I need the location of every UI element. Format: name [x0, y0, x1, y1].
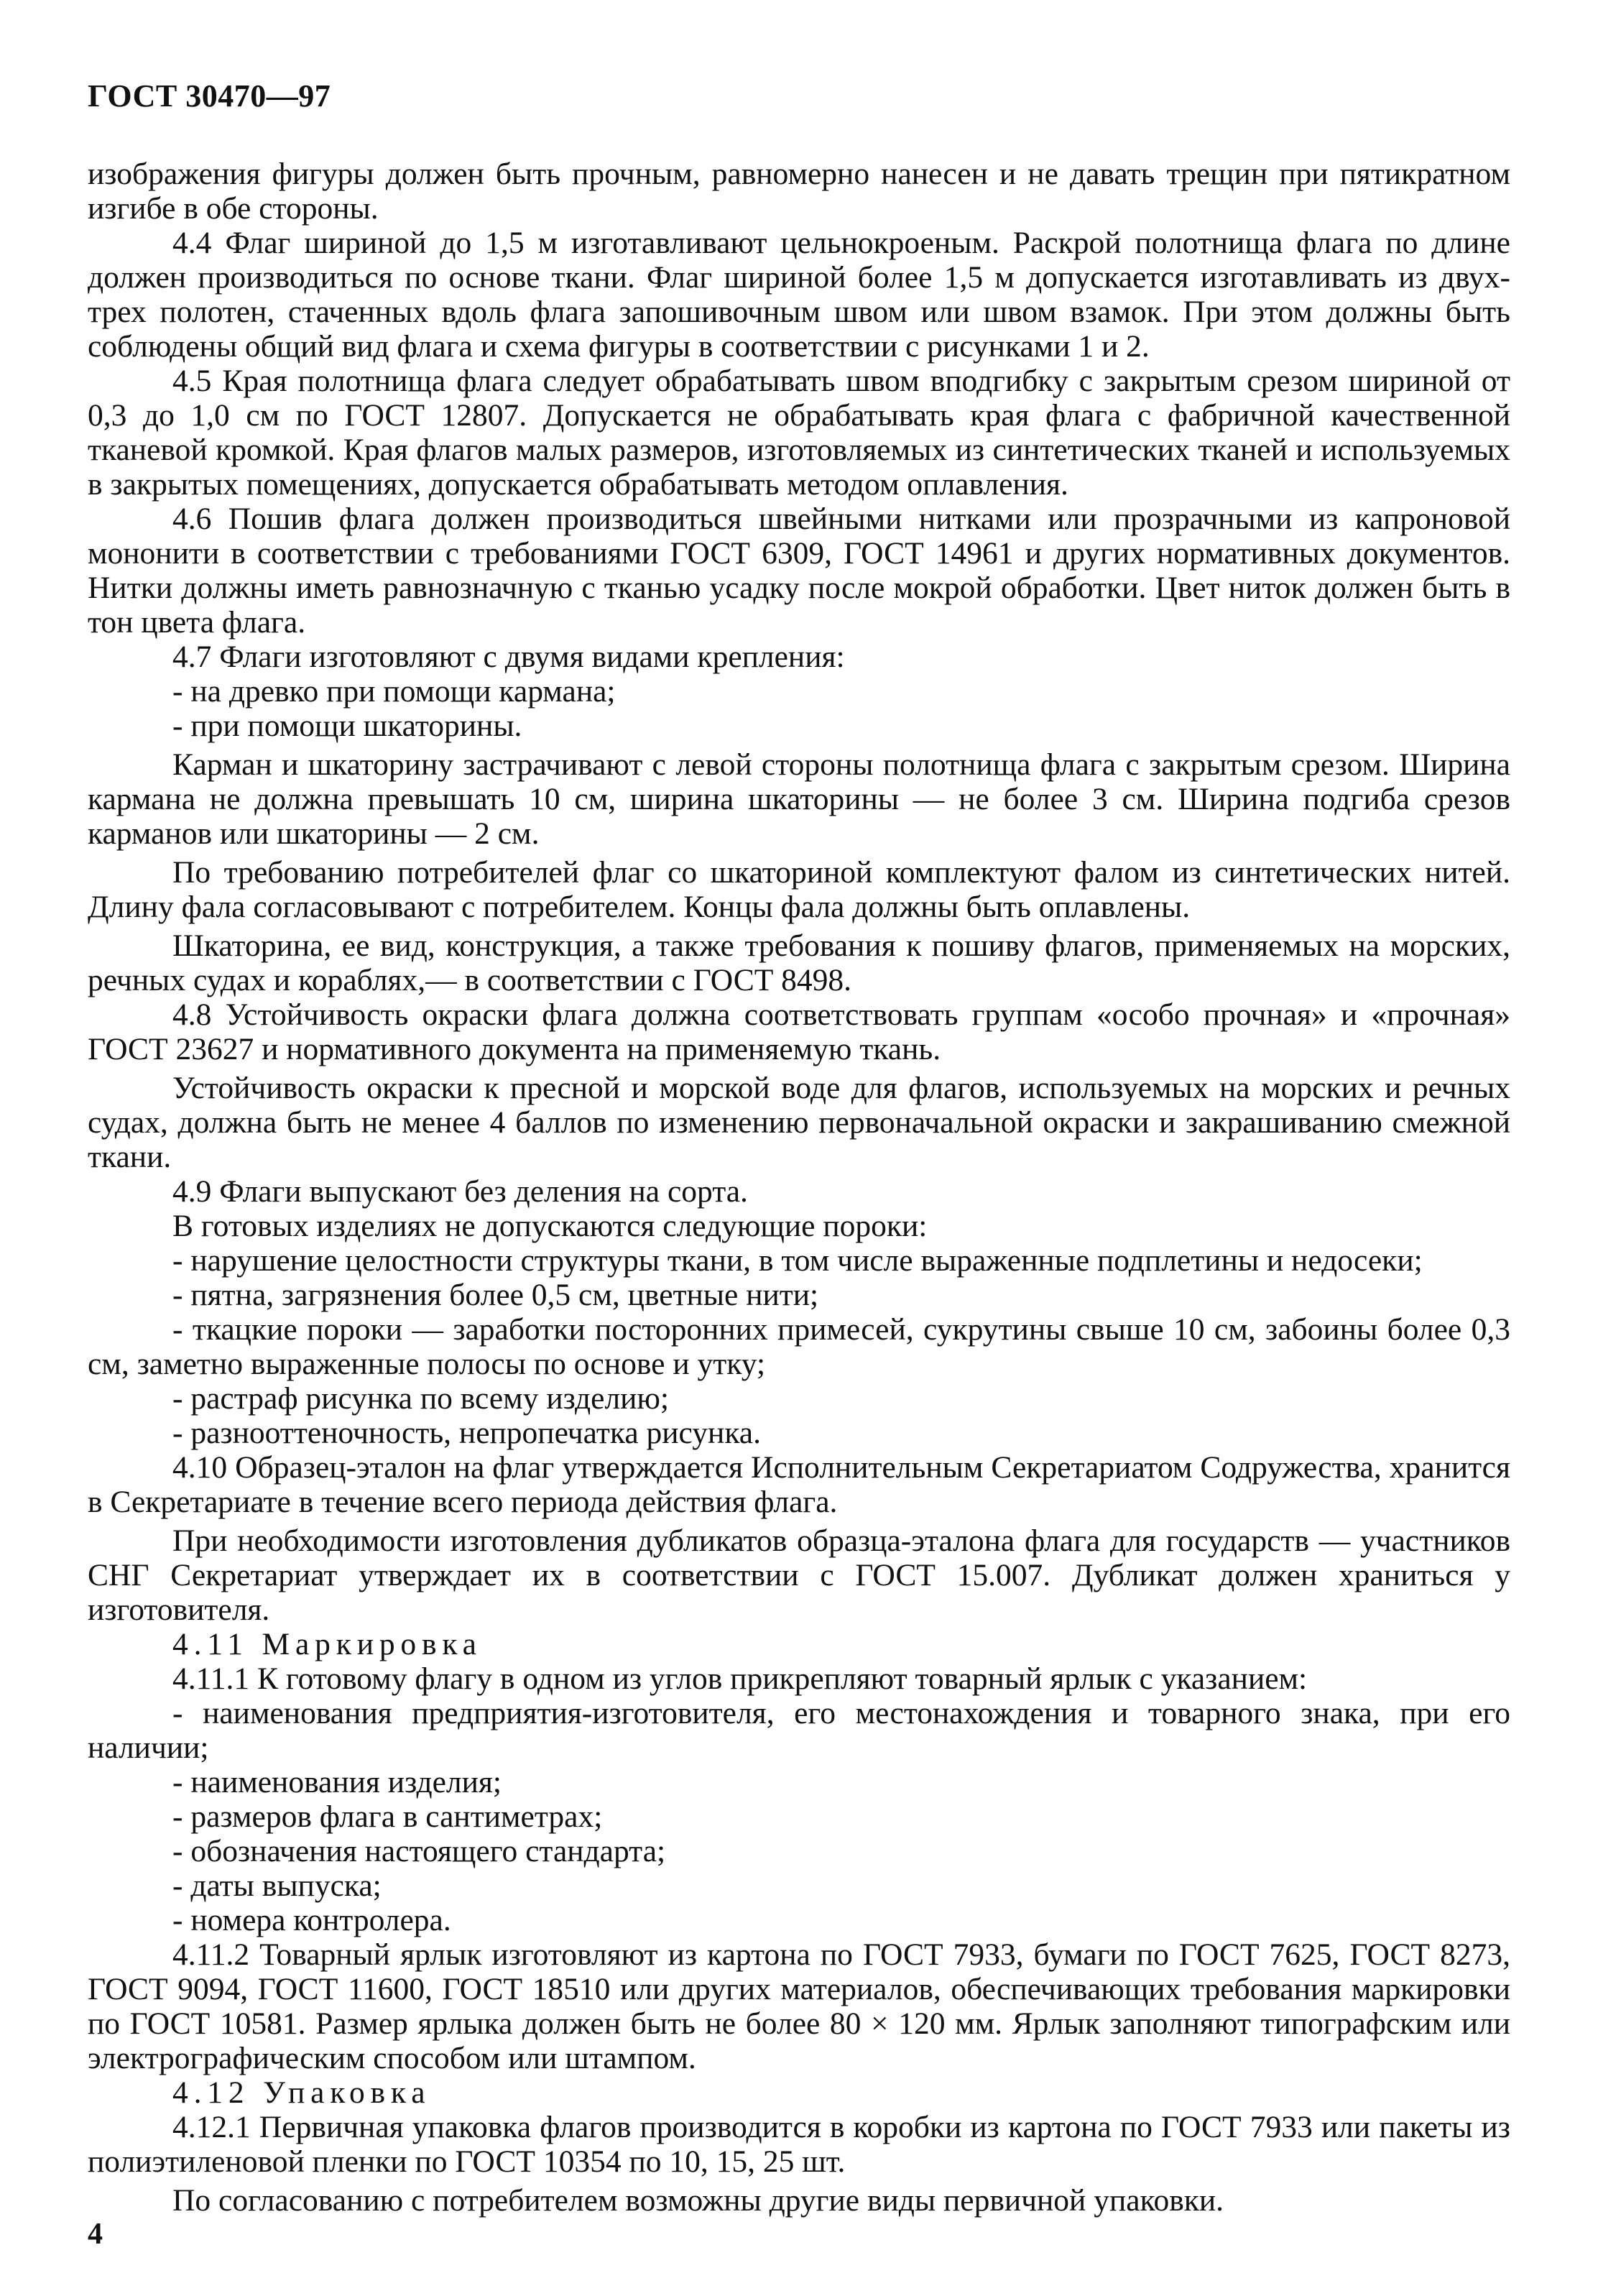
list-item: - даты выпуска; [172, 1868, 382, 1903]
paragraph: Шкаторина, ее вид, конструкция, а также требования к пошиву флагов, применяемых на морских, речных судах и кораблях,— в соответствии с ГОСТ 8498. [88, 928, 1510, 997]
paragraph: 4.7 Флаги изготовляют с двумя видами крепления: [172, 640, 845, 674]
paragraph: 4.11.1 К готовому флагу в одном из углов прикрепляют товарный ярлык с указанием: [172, 1661, 1308, 1696]
list-item: - раcтраф рисунка по всему изделию; [172, 1381, 670, 1416]
section-heading: 4.12 Упаковка [172, 2075, 431, 2110]
list-item: - обозначения настоящего стандарта; [172, 1834, 666, 1868]
list-item: - ткацкие пороки — заработки посторонних примесей, сукрутины свыше 10 см, забоины более 0,3 см, заметно выраженные полосы по основе и утку; [88, 1312, 1510, 1381]
page-number: 4 [88, 2218, 103, 2251]
paragraph: 4.12.1 Первичная упаковка флагов производится в коробки из картона по ГОСТ 7933 или пакеты из полиэтиленовой пленки по ГОСТ 10354 по 10, 15, 25 шт. [88, 2110, 1510, 2179]
document-header: ГОСТ 30470—97 [88, 78, 331, 114]
paragraph: 4.6 Пошив флага должен производиться швейными нитками или прозрачными из капроновой мононити в соответствии с требованиями ГОСТ 6309, ГОСТ 14961 и других нормативных документов. Нитки должны иметь равнозначную с тканью усадку после мокрой обработки. Цвет ниток должен быть в тон цвета флага. [88, 502, 1510, 640]
list-item: - на древко при помощи кармана; [172, 674, 616, 709]
section-heading: 4.11 Маркировка [172, 1627, 482, 1661]
list-item: - при помощи шкаторины. [172, 709, 522, 743]
paragraph: 4.8 Устойчивость окраски флага должна соответствовать группам «особо прочная» и «прочная» ГОСТ 23627 и нормативного документа на применяемую ткань. [88, 997, 1510, 1066]
paragraph: При необходимости изготовления дубликатов образца-эталона флага для государств — участников СНГ Секретариат утверждает их в соответствии с ГОСТ 15.007. Дубликат должен храниться у изготовителя. [88, 1523, 1510, 1627]
paragraph: В готовых изделиях не допускаются следующие пороки: [172, 1209, 928, 1243]
document-body [88, 157, 1510, 2218]
paragraph: 4.10 Образец-эталон на флаг утверждается Исполнительным Секретариатом Содружества, хранится в Секретариате в течение всего периода действия флага. [88, 1450, 1510, 1519]
paragraph: изображения фигуры должен быть прочным, равномерно нанесен и не давать трещин при пятикратном изгибе в обе стороны. [88, 157, 1510, 226]
paragraph: По требованию потребителей флаг со шкаториной комплектуют фалом из синтетических нитей. Длину фала согласовывают с потребителем. Концы фала должны быть оплавлены. [88, 855, 1510, 924]
list-item: - наименования изделия; [172, 1765, 502, 1799]
list-item: - наименования предприятия-изготовителя, его местонахождения и товарного знака, при его наличии; [88, 1696, 1510, 1765]
paragraph: Карман и шкаторину застрачивают с левой стороны полотнища флага с закрытым срезом. Ширина кармана не должна превышать 10 см, ширина шкаторины — не более 3 см. Ширина подгиба срезов карманов или шкаторины — 2 см. [88, 747, 1510, 851]
list-item: - номера контролера. [172, 1903, 451, 1937]
paragraph: 4.4 Флаг шириной до 1,5 м изготавливают цельнокроеным. Раскрой полотнища флага по длине должен производиться по основе ткани. Флаг шириной более 1,5 м допускается изготавливать из двух-трех полотен, стаченных вдоль флага запошивочным швом или швом взамок. При этом должны быть соблюдены общий вид флага и схема фигуры в соответствии с рисунками 1 и 2. [88, 226, 1510, 364]
list-item: - размеров флага в сантиметрах; [172, 1799, 603, 1834]
paragraph: По согласованию с потребителем возможны другие виды первичной упаковки. [172, 2183, 1224, 2218]
list-item: - пятна, загрязнения более 0,5 см, цветные нити; [172, 1278, 819, 1312]
paragraph: 4.9 Флаги выпускают без деления на сорта. [172, 1174, 748, 1209]
list-item: - разнооттеночность, непропечатка рисунка. [172, 1416, 761, 1450]
paragraph: 4.5 Края полотнища флага следует обрабатывать швом вподгибку с закрытым срезом шириной от 0,3 до 1,0 см по ГОСТ 12807. Допускается не обрабатывать края флага с фабричной качественной тканевой кромкой. Края флагов малых размеров, изготовляемых из синтетических тканей и используемых в закрытых помещениях, допускается обрабатывать методом оплавления. [88, 364, 1510, 502]
paragraph: 4.11.2 Товарный ярлык изготовляют из картона по ГОСТ 7933, бумаги по ГОСТ 7625, ГОСТ 8273, ГОСТ 9094, ГОСТ 11600, ГОСТ 18510 или других материалов, обеспечивающих требования маркировки по ГОСТ 10581. Размер ярлыка должен быть не более 80 × 120 мм. Ярлык заполняют типографским или электрографическим способом или штампом. [88, 1937, 1510, 2075]
list-item: - нарушение целостности структуры ткани, в том числе выраженные подплетины и недосеки; [172, 1243, 1423, 1278]
paragraph: Устойчивость окраски к пресной и морской воде для флагов, используемых на морских и речных судах, должна быть не менее 4 баллов по изменению первоначальной окраски и закрашиванию смежной ткани. [88, 1071, 1510, 1174]
